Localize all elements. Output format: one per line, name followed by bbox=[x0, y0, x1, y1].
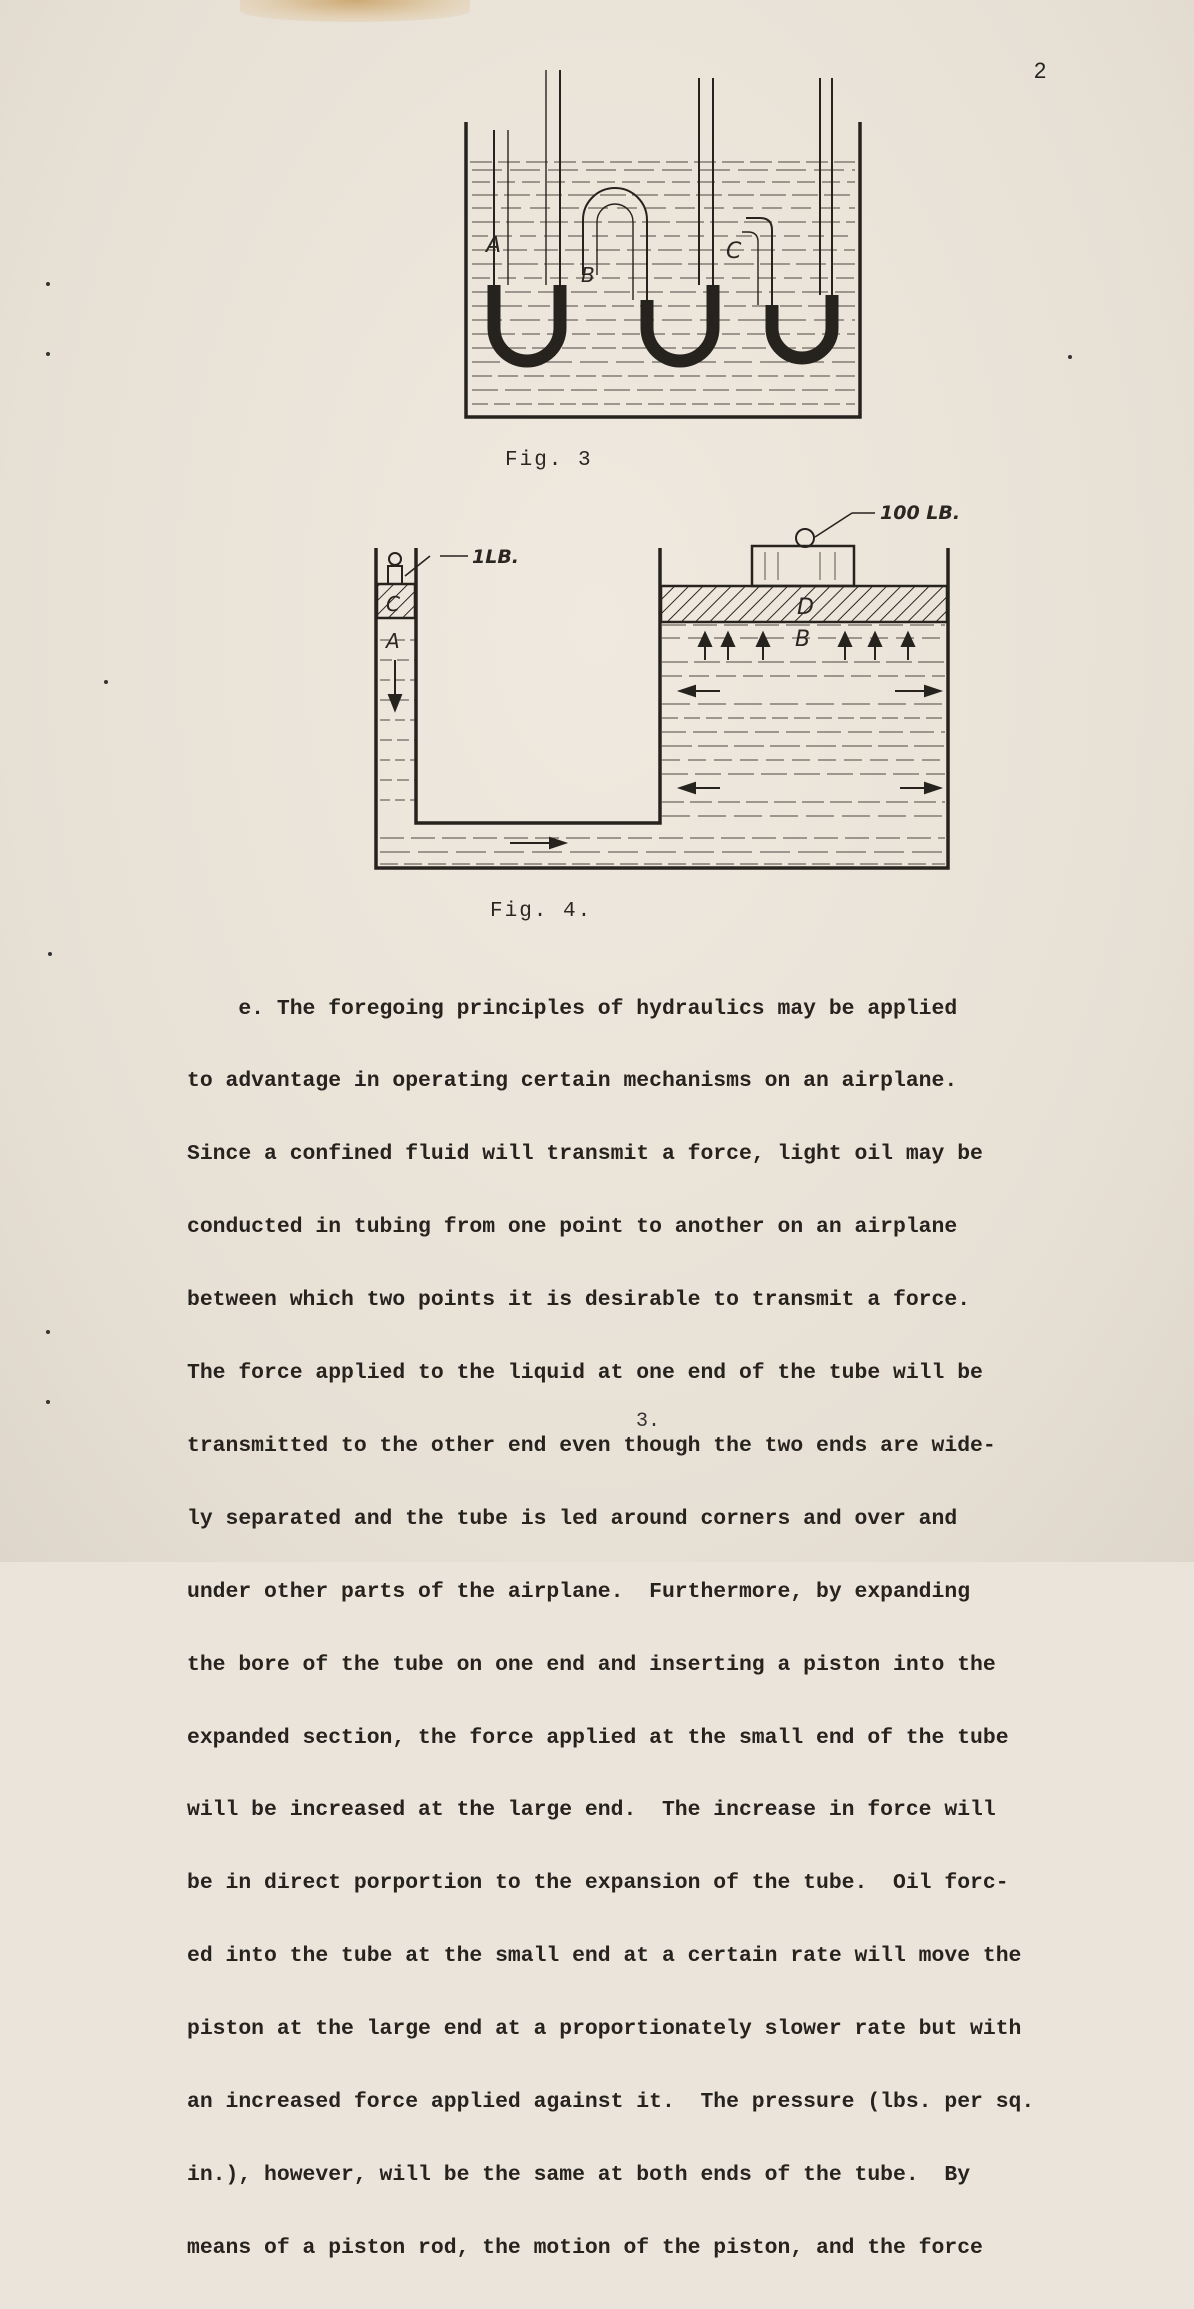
fig3-label-a: A bbox=[486, 233, 502, 258]
body-line: The force applied to the liquid at one end of the tube will be bbox=[187, 1361, 983, 1386]
footer-page-number: 3. bbox=[636, 1410, 661, 1433]
body-line: the bore of the tube on one end and inserting a piston into the bbox=[187, 1652, 996, 1677]
fig3-liquid-hatching bbox=[470, 162, 855, 404]
figure-3-caption: Fig. 3 bbox=[505, 449, 593, 472]
body-line: piston at the large end at a proportionately slower rate but with bbox=[187, 2017, 1022, 2042]
page-number: 2 bbox=[1034, 58, 1047, 83]
figure-3-diagram bbox=[450, 70, 880, 430]
fig4-label-d: D bbox=[797, 595, 814, 620]
margin-speck bbox=[48, 952, 52, 956]
paper-stain bbox=[240, 0, 470, 22]
body-line: between which two points it is desirable to transmit a force. bbox=[187, 1288, 971, 1313]
body-line: e. The foregoing principles of hydraulics may be applied bbox=[187, 996, 958, 1021]
fig4-label-b: B bbox=[795, 627, 811, 652]
fig4-label-c: C bbox=[386, 592, 400, 616]
fig4-small-weight-label: 1LB. bbox=[472, 546, 520, 568]
body-line: ly separated and the tube is led around corners and over and bbox=[187, 1506, 958, 1531]
body-line: means of a piston rod, the motion of the piston, and the force bbox=[187, 2235, 983, 2260]
fig3-label-c: C bbox=[726, 239, 742, 264]
fig3-tube-c bbox=[742, 78, 832, 358]
body-line: transmitted to the other end even though the two ends are wide- bbox=[187, 1433, 996, 1458]
body-line: an increased force applied against it. The pressure (lbs. per sq. bbox=[187, 2089, 1035, 2114]
margin-speck bbox=[104, 680, 108, 684]
body-line: under other parts of the airplane. Furthermore, by expanding bbox=[187, 1579, 971, 1604]
fig3-tube-a bbox=[494, 70, 560, 361]
fig4-label-a: A bbox=[386, 629, 400, 653]
fig4-liquid-hatching bbox=[380, 625, 945, 864]
fig3-container bbox=[466, 122, 860, 417]
body-line: to advantage in operating certain mechanisms on an airplane. bbox=[187, 1069, 958, 1094]
fig4-large-weight-label: 100 LB. bbox=[880, 502, 961, 524]
body-line: be in direct porportion to the expansion of the tube. Oil forc- bbox=[187, 1871, 1009, 1896]
body-line: conducted in tubing from one point to another on an airplane bbox=[187, 1215, 958, 1240]
margin-speck bbox=[46, 1400, 50, 1404]
fig4-large-weight bbox=[752, 529, 854, 586]
margin-speck bbox=[1068, 355, 1072, 359]
fig4-small-weight bbox=[388, 553, 402, 584]
body-line: ed into the tube at the small end at a certain rate will move the bbox=[187, 1944, 1022, 1969]
fig3-label-b: B bbox=[581, 263, 595, 287]
margin-speck bbox=[46, 352, 50, 356]
margin-speck bbox=[46, 282, 50, 286]
margin-speck bbox=[46, 1330, 50, 1334]
body-paragraph bbox=[187, 948, 1157, 2309]
figure-4-caption: Fig. 4. bbox=[490, 900, 593, 923]
fig3-tube-b bbox=[583, 78, 713, 361]
figure-4-diagram bbox=[360, 490, 980, 880]
body-line: will be increased at the large end. The increase in force will bbox=[187, 1798, 996, 1823]
body-line: expanded section, the force applied at the small end of the tube bbox=[187, 1725, 1009, 1750]
body-line: Since a confined fluid will transmit a force, light oil may be bbox=[187, 1142, 983, 1167]
body-line: in.), however, will be the same at both ends of the tube. By bbox=[187, 2162, 971, 2187]
